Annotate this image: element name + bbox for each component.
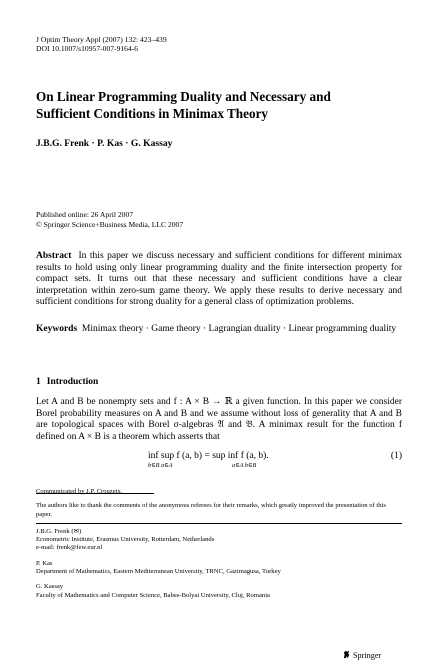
affiliation-dept: Faculty of Mathematics and Computer Science, Babes-Bolyai University, Cluj, Romania	[36, 591, 270, 599]
abstract-label: Abstract	[36, 251, 72, 261]
published-date: Published online: 26 April 2007	[36, 210, 134, 219]
section-title: Introduction	[46, 377, 99, 387]
copyright: © Springer Science+Business Media, LLC 2007	[36, 219, 184, 229]
abstract	[36, 251, 402, 309]
equation-body	[148, 448, 348, 474]
springer-horse-icon	[342, 650, 351, 659]
footnote-rule	[36, 493, 154, 494]
equation-number: (1)	[390, 451, 402, 461]
footnote-divider	[36, 523, 402, 524]
affiliation-name: P. Kas	[36, 559, 53, 567]
publisher-logo	[342, 650, 381, 660]
journal-header	[36, 35, 167, 53]
affiliation-name: J.B.G. Frenk (✉)	[36, 527, 82, 535]
abstract-text: In this paper we discuss necessary and sufficient conditions for different minimax results to hold using only linear programming duality and the finite intersection property for compact sets. It turns out that these necessary and sufficient conditions have a clear interpretation within zero-sum game theory. We apply these results to derive necessary and sufficient conditions for strong duality for a general class of optimization problems.	[36, 251, 402, 308]
section-heading	[36, 377, 98, 387]
paper-title: On Linear Programming Duality and Necessary and Sufficient Conditions in Minimax Theory	[36, 89, 331, 121]
acknowledgment: The authors like to thank the comments of the anonymous referees for their remarks, which greatly improved the presentation of this paper.	[36, 502, 386, 518]
affiliation-email: e-mail: frenk@few.eur.nl	[36, 544, 103, 552]
keywords	[36, 324, 402, 336]
equation-main: inf sup f (a, b) = sup inf f (a, b).	[148, 451, 269, 461]
equation-subscript-right: a∈A b∈B	[232, 462, 257, 469]
publisher-name: Springer	[353, 651, 382, 660]
footnotes	[36, 488, 402, 607]
affiliation-kassay	[36, 583, 402, 600]
affiliation-dept: Econometric Institute, Erasmus University, Rotterdam, Netherlands	[36, 536, 215, 544]
author-list: J.B.G. Frenk · P. Kas · G. Kassay	[36, 138, 173, 149]
intro-paragraph: Let A and B be nonempty sets and f : A × B → ℝ a given function. In this paper we consider Borel probability measures on A and B and we assume without loss of generality that A and B are topological spaces with Borel σ-algebras 𝔄 and 𝔅. A minimax result for the function f defined on A × B is a theorem which asserts that	[36, 397, 402, 442]
affiliation-frenk	[36, 528, 402, 553]
publication-info	[36, 210, 183, 229]
affiliation-dept: Department of Mathematics, Eastern Mediterranean University, TRNC, Gazimagusa, Turkey	[36, 568, 281, 576]
equation-subscript-left: b∈B a∈A	[148, 462, 173, 469]
doi: DOI 10.1007/s10957-007-9164-6	[36, 44, 139, 54]
equation-1	[36, 448, 402, 474]
keywords-label: Keywords	[36, 324, 78, 334]
section-number: 1	[36, 377, 41, 387]
communicated-by: Communicated by J.P. Crouzeix.	[36, 488, 123, 495]
affiliation-kas	[36, 560, 402, 577]
affiliation-name: G. Kassay	[36, 583, 64, 591]
journal-citation: J Optim Theory Appl (2007) 132: 423–439	[36, 35, 167, 44]
keywords-text: Minimax theory · Game theory · Lagrangian duality · Linear programming duality	[81, 324, 397, 334]
